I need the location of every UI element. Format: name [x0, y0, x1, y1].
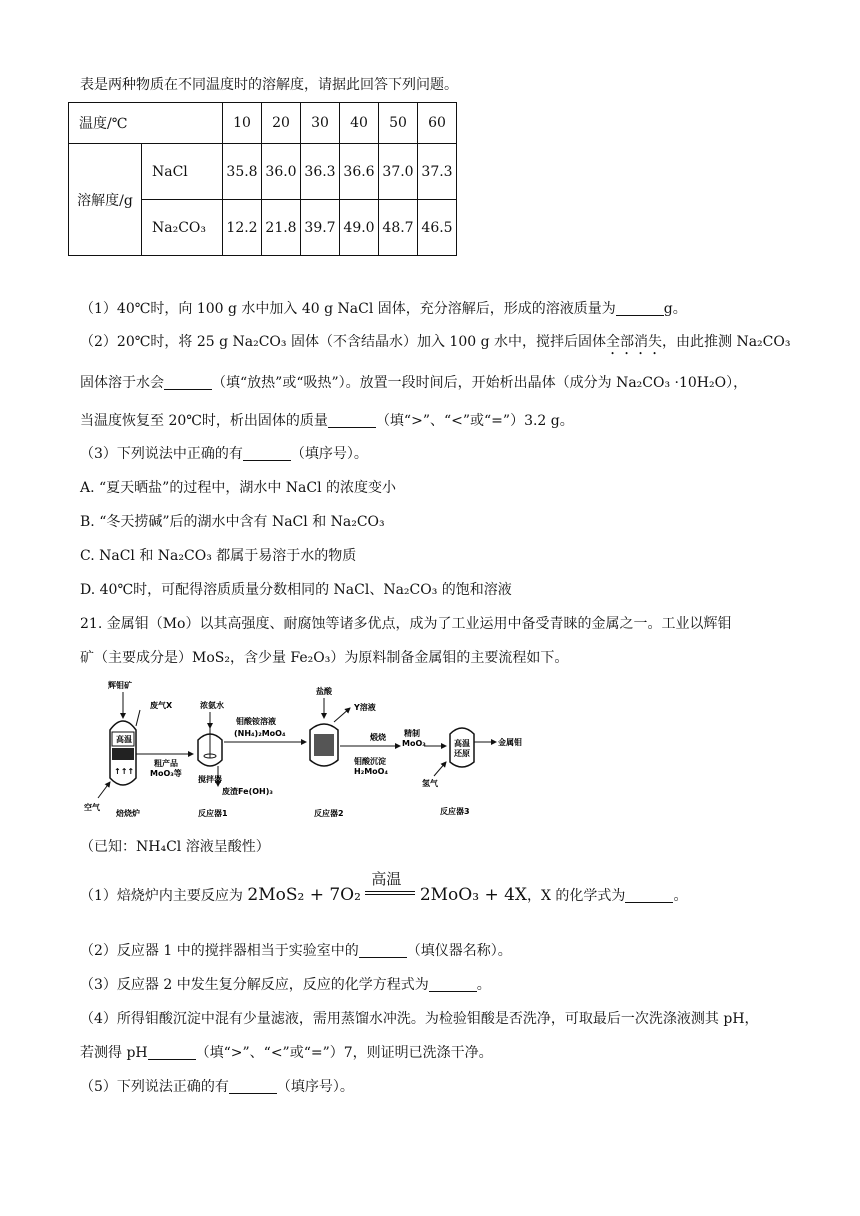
- temp-cell: 50: [379, 103, 418, 144]
- equation-condition: 高温: [365, 880, 415, 902]
- temp-cell: 10: [223, 103, 262, 144]
- metal-label: 金属钼: [498, 738, 522, 747]
- value-cell: 36.6: [340, 144, 379, 200]
- stirrer-label: 搅拌器: [198, 775, 222, 784]
- value-cell: 12.2: [223, 200, 262, 256]
- row-name-na2co3: Na₂CO₃: [142, 200, 223, 256]
- reduce-label-2: 还原: [454, 749, 470, 758]
- part-1: （1）焙烧炉内主要反应为 2MoS₂ + 7O₂ 高温 2MoO₃ + 4X，X 的化学式为 。: [80, 870, 688, 905]
- equation-left: 2MoS₂ + 7O₂: [247, 885, 361, 905]
- value-cell: 36.3: [301, 144, 340, 200]
- value-cell: 37.3: [418, 144, 457, 200]
- process-flow-diagram: [78, 680, 538, 820]
- question-1: （1）40℃时，向 100 g 水中加入 40 g NaCl 固体，充分溶解后，形成的溶液质量为 g。: [80, 301, 687, 317]
- solution-formula: (NH₄)₂MoO₄: [234, 729, 286, 738]
- reactor-2-name: 反应器2: [314, 809, 344, 818]
- option-b: B. “冬天捞碱”后的湖水中含有 NaCl 和 Na₂CO₃: [80, 514, 385, 530]
- equation-right: 2MoO₃ + 4X: [419, 885, 528, 905]
- option-a: A. “夏天晒盐”的过程中，湖水中 NaCl 的浓度变小: [80, 480, 397, 496]
- residue-label: 废渣Fe(OH)₃: [222, 787, 273, 796]
- reactor-3: [450, 728, 474, 767]
- precipitate-formula: H₂MoO₄: [354, 767, 388, 776]
- value-cell: 46.5: [418, 200, 457, 256]
- hcl-label: 盐酸: [316, 687, 332, 696]
- temp-cell: 60: [418, 103, 457, 144]
- purified-label: 精制: [404, 729, 420, 738]
- answer-blank[interactable]: [359, 943, 407, 958]
- answer-blank[interactable]: [625, 888, 673, 903]
- question-2-line-2: 固体溶于水会 （填“放热”或“吸热”）。放置一段时间后，开始析出晶体（成分为 Na₂CO₃ ·10H₂O），: [80, 375, 748, 391]
- row-name-nacl: NaCl: [142, 144, 223, 200]
- crude-label: 粗产品: [154, 759, 178, 768]
- reactor-1-name: 反应器1: [198, 809, 228, 818]
- ore-label: 辉钼矿: [108, 681, 132, 690]
- temp-header: 温度/℃: [69, 103, 223, 144]
- answer-blank[interactable]: [148, 1045, 196, 1060]
- roasting-furnace: [110, 721, 136, 785]
- reactor-1: [198, 724, 222, 766]
- ammonia-label: 浓氨水: [200, 701, 224, 710]
- question-21-line-2: 矿（主要成分是）MoS₂，含少量 Fe₂O₃）为原料制备金属钼的主要流程如下。: [80, 650, 569, 666]
- answer-blank[interactable]: [243, 446, 291, 461]
- purified-formula: MoO₃: [402, 739, 426, 748]
- furnace-label: 高温: [116, 735, 132, 744]
- known-note: （已知：NH₄Cl 溶液呈酸性）: [80, 839, 270, 855]
- part-4-line-2: 若测得 pH （填“>”、“<”或“=”）7，则证明已洗涤干净。: [80, 1045, 493, 1061]
- answer-blank[interactable]: [429, 977, 477, 992]
- answer-blank[interactable]: [164, 375, 212, 390]
- part-4-line-1: （4）所得钼酸沉淀中混有少量滤液，需用蒸馏水冲洗。为检验钼酸是否洗净，可取最后一次洗涤液测其 pH，: [80, 1011, 759, 1027]
- value-cell: 48.7: [379, 200, 418, 256]
- question-2-line-1: （2）20℃时，将 25 g Na₂CO₃ 固体（不含结晶水）加入 100 g 水中，搅拌后固体全部消失，由此推测 Na₂CO₃: [80, 334, 791, 350]
- calcine-label: 煅烧: [370, 733, 386, 742]
- solution-label: 钼酸铵溶液: [236, 717, 276, 726]
- answer-blank[interactable]: [616, 301, 664, 316]
- temp-cell: 30: [301, 103, 340, 144]
- part-3: （3）反应器 2 中发生复分解反应，反应的化学方程式为 。: [80, 977, 491, 993]
- intro-text: 表是两种物质在不同温度时的溶解度，请据此回答下列问题。: [80, 77, 458, 93]
- part-5: （5）下列说法正确的有 （填序号）。: [80, 1079, 354, 1095]
- value-cell: 35.8: [223, 144, 262, 200]
- reactor-2: [310, 724, 338, 766]
- y-solution-label: Y溶液: [354, 703, 376, 712]
- reactor-3-name: 反应器3: [440, 807, 470, 816]
- solubility-table: [68, 102, 457, 256]
- answer-blank[interactable]: [229, 1079, 277, 1094]
- temp-cell: 40: [340, 103, 379, 144]
- svg-text:↑↑↑: ↑↑↑: [114, 767, 135, 776]
- air-label: 空气: [84, 803, 100, 812]
- crude-label-2: MoO₃等: [150, 769, 182, 778]
- question-3: （3）下列说法中正确的有 （填序号）。: [80, 446, 368, 462]
- solubility-label: 溶解度/g: [69, 144, 142, 256]
- precipitate-label: 钼酸沉淀: [354, 757, 386, 766]
- value-cell: 36.0: [262, 144, 301, 200]
- question-2-line-3: 当温度恢复至 20℃时，析出固体的质量 （填“>”、“<”或“=”）3.2 g。: [80, 413, 574, 429]
- waste-gas-label: 废气X: [150, 701, 173, 710]
- part-2: （2）反应器 1 中的搅拌器相当于实验室中的 （填仪器名称）。: [80, 943, 512, 959]
- value-cell: 21.8: [262, 200, 301, 256]
- value-cell: 49.0: [340, 200, 379, 256]
- answer-blank[interactable]: [328, 413, 376, 428]
- furnace-name: 焙烧炉: [116, 809, 140, 818]
- reduce-label: 高温: [454, 739, 470, 748]
- value-cell: 37.0: [379, 144, 418, 200]
- emphasis-text: 全部消失: [606, 334, 663, 350]
- value-cell: 39.7: [301, 200, 340, 256]
- question-21-line-1: 21. 金属钼（Mo）以其高强度、耐腐蚀等诸多优点，成为了工业运用中备受青睐的金属之一。工业以辉钼: [80, 616, 732, 632]
- temp-cell: 20: [262, 103, 301, 144]
- option-d: D. 40℃时，可配得溶质质量分数相同的 NaCl、Na₂CO₃ 的饱和溶液: [80, 582, 512, 598]
- option-c: C. NaCl 和 Na₂CO₃ 都属于易溶于水的物质: [80, 548, 357, 564]
- hydrogen-label: 氢气: [422, 779, 438, 788]
